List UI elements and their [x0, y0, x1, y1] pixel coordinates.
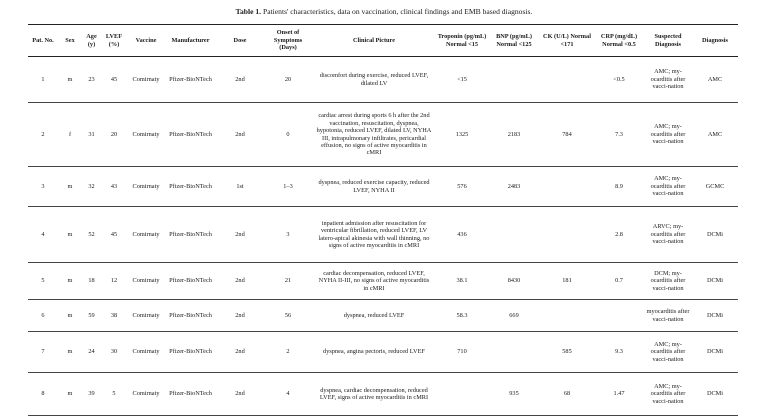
header-manufacturer: Manufacturer	[165, 25, 216, 57]
cell-vaccine: Comirnaty	[127, 373, 165, 416]
cell-diagnosis: DCMi	[692, 207, 738, 263]
cell-crp: 7.3	[594, 103, 644, 167]
cell-bnp	[488, 207, 540, 263]
cell-ck	[540, 57, 594, 103]
cell-vaccine: Comirnaty	[127, 103, 165, 167]
cell-age: 18	[82, 263, 101, 300]
cell-age: 39	[82, 373, 101, 416]
cell-lvef: 30	[101, 332, 127, 373]
table-row	[28, 167, 738, 207]
cell-sex: f	[58, 103, 82, 167]
cell-diagnosis: DCMi	[692, 300, 738, 332]
cell-ck: 585	[540, 332, 594, 373]
cell-dose: 2nd	[216, 207, 264, 263]
cell-clinical-picture: cardiac arrest during sports 6 h after the 2nd vaccination, resuscitation, dyspnea, hypotonia, reduced LVEF, dilated LV, NYHA III, intrapulmonary infiltrates, pericardial effusion, no signs of active myocarditis in cMRI	[312, 103, 436, 167]
cell-troponin: 436	[436, 207, 488, 263]
cell-pat-no: 1	[28, 57, 58, 103]
cell-ck: 784	[540, 103, 594, 167]
cell-ck	[540, 300, 594, 332]
cell-bnp: 669	[488, 300, 540, 332]
cell-pat-no: 5	[28, 263, 58, 300]
cell-onset: 1–3	[264, 167, 312, 207]
cell-onset: 0	[264, 103, 312, 167]
cell-crp: 0.7	[594, 263, 644, 300]
cell-dose: 2nd	[216, 373, 264, 416]
cell-crp: 2.8	[594, 207, 644, 263]
cell-pat-no: 6	[28, 300, 58, 332]
table-row	[28, 57, 738, 103]
cell-age: 24	[82, 332, 101, 373]
cell-sex: m	[58, 373, 82, 416]
cell-pat-no: 7	[28, 332, 58, 373]
cell-pat-no: 2	[28, 103, 58, 167]
header-onset: Onset of Symptoms (Days)	[264, 25, 312, 57]
cell-sex: m	[58, 57, 82, 103]
cell-sex: m	[58, 207, 82, 263]
cell-lvef: 45	[101, 57, 127, 103]
cell-clinical-picture: dyspnea, reduced exercise capacity, reduced LVEF, NYHA II	[312, 167, 436, 207]
cell-suspected-diagnosis: DCM; my-ocarditis after vacci-nation	[644, 263, 692, 300]
cell-dose: 2nd	[216, 300, 264, 332]
table-caption	[0, 7, 768, 17]
header-troponin: Troponin (pg/mL) Normal <15	[436, 25, 488, 57]
cell-lvef: 38	[101, 300, 127, 332]
caption-text: Patients' characteristics, data on vaccination, clinical findings and EMB based diagnosis.	[261, 7, 533, 16]
cell-clinical-picture: discomfort during exercise, reduced LVEF, dilated LV	[312, 57, 436, 103]
header-pat-no: Pat. No.	[28, 25, 58, 57]
header-age: Age (y)	[82, 25, 101, 57]
cell-manufacturer: Pfizer-BioNTech	[165, 300, 216, 332]
cell-troponin: 710	[436, 332, 488, 373]
cell-vaccine: Comirnaty	[127, 57, 165, 103]
header-bnp: BNP (pg/mL) Normal <125	[488, 25, 540, 57]
cell-suspected-diagnosis: AMC; my-ocarditis after vacci-nation	[644, 332, 692, 373]
cell-troponin: 576	[436, 167, 488, 207]
cell-troponin: 38.1	[436, 263, 488, 300]
cell-troponin: 1325	[436, 103, 488, 167]
cell-vaccine: Comirnaty	[127, 300, 165, 332]
cell-sex: m	[58, 263, 82, 300]
cell-onset: 56	[264, 300, 312, 332]
cell-crp: <0.5	[594, 57, 644, 103]
cell-diagnosis: AMC	[692, 57, 738, 103]
table-row	[28, 263, 738, 300]
cell-troponin: 58.3	[436, 300, 488, 332]
cell-diagnosis: DCMi	[692, 373, 738, 416]
cell-clinical-picture: cardiac decompensation, reduced LVEF, NYHA II-III, no signs of active myocarditis in cMRI	[312, 263, 436, 300]
cell-crp	[594, 300, 644, 332]
table-row	[28, 207, 738, 263]
cell-bnp: 8430	[488, 263, 540, 300]
cell-lvef: 43	[101, 167, 127, 207]
caption-label: Table 1.	[235, 7, 262, 16]
cell-lvef: 45	[101, 207, 127, 263]
cell-manufacturer: Pfizer-BioNTech	[165, 103, 216, 167]
cell-clinical-picture: dyspnea, angina pectoris, reduced LVEF	[312, 332, 436, 373]
cell-diagnosis: AMC	[692, 103, 738, 167]
header-diagnosis: Diagnosis	[692, 25, 738, 57]
cell-crp: 9.3	[594, 332, 644, 373]
cell-manufacturer: Pfizer-BioNTech	[165, 373, 216, 416]
header-ck: CK (U/L) Normal <171	[540, 25, 594, 57]
cell-lvef: 20	[101, 103, 127, 167]
header-crp: CRP (mg/dL) Normal <0.5	[594, 25, 644, 57]
cell-age: 59	[82, 300, 101, 332]
cell-dose: 2nd	[216, 103, 264, 167]
cell-age: 23	[82, 57, 101, 103]
cell-diagnosis: GCMC	[692, 167, 738, 207]
cell-clinical-picture: dyspnea, reduced LVEF	[312, 300, 436, 332]
cell-dose: 2nd	[216, 57, 264, 103]
cell-clinical-picture: dyspnea, cardiac decompensation, reduced LVEF, signs of active myocarditis in cMRI	[312, 373, 436, 416]
cell-age: 31	[82, 103, 101, 167]
cell-manufacturer: Pfizer-BioNTech	[165, 207, 216, 263]
table-row	[28, 332, 738, 373]
header-sex: Sex	[58, 25, 82, 57]
cell-bnp	[488, 57, 540, 103]
cell-ck: 68	[540, 373, 594, 416]
cell-vaccine: Comirnaty	[127, 332, 165, 373]
cell-troponin	[436, 373, 488, 416]
cell-manufacturer: Pfizer-BioNTech	[165, 57, 216, 103]
cell-bnp: 2183	[488, 103, 540, 167]
cell-age: 52	[82, 207, 101, 263]
cell-manufacturer: Pfizer-BioNTech	[165, 167, 216, 207]
cell-bnp: 935	[488, 373, 540, 416]
header-clinical-picture: Clinical Picture	[312, 25, 436, 57]
cell-suspected-diagnosis: AMC; my-ocarditis after vacci-nation	[644, 103, 692, 167]
cell-pat-no: 3	[28, 167, 58, 207]
cell-lvef: 5	[101, 373, 127, 416]
cell-dose: 1st	[216, 167, 264, 207]
cell-dose: 2nd	[216, 332, 264, 373]
cell-bnp: 2483	[488, 167, 540, 207]
cell-diagnosis: DCMi	[692, 263, 738, 300]
cell-onset: 2	[264, 332, 312, 373]
cell-diagnosis: DCMi	[692, 332, 738, 373]
cell-sex: m	[58, 332, 82, 373]
cell-ck	[540, 207, 594, 263]
cell-manufacturer: Pfizer-BioNTech	[165, 332, 216, 373]
cell-pat-no: 4	[28, 207, 58, 263]
header-lvef: LVEF (%)	[101, 25, 127, 57]
cell-suspected-diagnosis: AMC; my-ocarditis after vacci-nation	[644, 57, 692, 103]
cell-suspected-diagnosis: AMC; my-ocarditis after vacci-nation	[644, 167, 692, 207]
table-row	[28, 103, 738, 167]
cell-suspected-diagnosis: AMC; my-ocarditis after vacci-nation	[644, 373, 692, 416]
cell-troponin: <15	[436, 57, 488, 103]
cell-vaccine: Comirnaty	[127, 167, 165, 207]
cell-manufacturer: Pfizer-BioNTech	[165, 263, 216, 300]
patients-table	[28, 24, 738, 416]
table-row	[28, 373, 738, 416]
cell-dose: 2nd	[216, 263, 264, 300]
header-vaccine: Vaccine	[127, 25, 165, 57]
cell-sex: m	[58, 167, 82, 207]
cell-suspected-diagnosis: ARVC; my-ocarditis after vacci-nation	[644, 207, 692, 263]
cell-lvef: 12	[101, 263, 127, 300]
cell-onset: 21	[264, 263, 312, 300]
cell-vaccine: Comirnaty	[127, 207, 165, 263]
cell-vaccine: Comirnaty	[127, 263, 165, 300]
header-row	[28, 25, 738, 57]
cell-onset: 3	[264, 207, 312, 263]
cell-crp: 8.9	[594, 167, 644, 207]
cell-pat-no: 8	[28, 373, 58, 416]
cell-age: 32	[82, 167, 101, 207]
cell-bnp	[488, 332, 540, 373]
header-suspected-diagnosis: Suspected Diagnosis	[644, 25, 692, 57]
table-row	[28, 300, 738, 332]
cell-crp: 1.47	[594, 373, 644, 416]
cell-sex: m	[58, 300, 82, 332]
cell-onset: 4	[264, 373, 312, 416]
cell-ck	[540, 167, 594, 207]
cell-suspected-diagnosis: myocarditis after vacci-nation	[644, 300, 692, 332]
cell-clinical-picture: inpatient admission after resuscitation for ventricular fibrillation, reduced LVEF, LV latero-apical akinesia with wall thinning, no signs of active myocarditis in cMRI	[312, 207, 436, 263]
header-dose: Dose	[216, 25, 264, 57]
cell-ck: 181	[540, 263, 594, 300]
cell-onset: 20	[264, 57, 312, 103]
